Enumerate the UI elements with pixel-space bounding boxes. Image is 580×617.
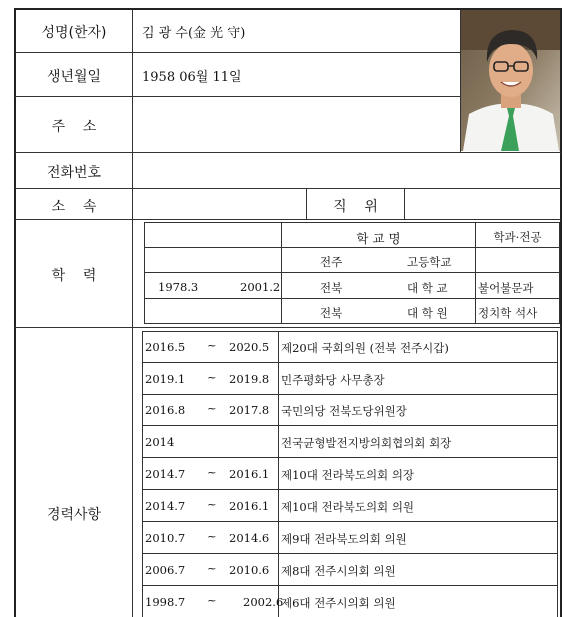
career-tilde: ~ [207, 401, 217, 415]
career-border [142, 521, 558, 522]
edu-school: 대 학 원 [407, 306, 448, 320]
career-tilde: ~ [207, 561, 217, 575]
career-border [278, 331, 279, 617]
phone-label: 전화번호 [46, 165, 102, 181]
career-border [142, 425, 558, 426]
edu-start: 1978.3 [158, 280, 199, 294]
career-desc: 전국균형발전지방의회협의회 회장 [281, 436, 452, 450]
career-desc: 제20대 국회의원 (전북 전주시갑) [281, 341, 449, 355]
address-label: 주 소 [51, 119, 97, 135]
career-label: 경력사항 [46, 507, 102, 523]
row-divider [15, 219, 561, 220]
career-start: 2010.7 [145, 531, 186, 545]
edu-border [559, 222, 560, 323]
edu-header-school: 학 교 명 [356, 231, 401, 246]
edu-border [144, 298, 560, 299]
career-border [142, 489, 558, 490]
career-desc: 제9대 전라북도의회 의원 [281, 532, 407, 546]
career-start: 1998.7 [145, 595, 186, 609]
career-border [142, 394, 558, 395]
edu-border [144, 222, 560, 223]
career-end: 2017.8 [229, 403, 270, 417]
label-column-divider [132, 9, 133, 617]
affiliation-label: 소 속 [51, 199, 97, 215]
edu-border [144, 247, 560, 248]
career-start: 2006.7 [145, 563, 186, 577]
career-tilde: ~ [207, 338, 217, 352]
career-border [142, 362, 558, 363]
edu-region: 전북 [320, 281, 343, 295]
career-border [142, 331, 558, 332]
career-end: 2016.1 [229, 467, 270, 481]
career-border [142, 331, 143, 617]
career-desc: 제10대 전라북도의회 의장 [281, 468, 415, 482]
career-desc: 민주평화당 사무총장 [281, 373, 385, 387]
birth-label: 생년월일 [46, 69, 102, 85]
career-desc: 제6대 전주시의회 의원 [281, 596, 396, 610]
career-tilde: ~ [207, 465, 217, 479]
career-end: 2014.6 [229, 531, 270, 545]
position-divider [404, 188, 405, 219]
edu-major: 정치학 석사 [478, 306, 538, 320]
portrait-photo [461, 10, 560, 151]
edu-header-major: 학과·전공 [493, 230, 542, 244]
career-tilde: ~ [207, 529, 217, 543]
career-end: 2010.6 [229, 563, 270, 577]
edu-major: 불어불문과 [478, 281, 534, 295]
position-label: 직 위 [333, 199, 378, 215]
career-start: 2014.7 [145, 499, 186, 513]
name-label: 성명(한자) [41, 25, 107, 41]
career-start: 2016.8 [145, 403, 186, 417]
edu-region: 전주 [320, 255, 343, 269]
edu-school: 고등학교 [407, 255, 452, 269]
edu-border [144, 222, 145, 323]
career-desc: 국민의당 전북도당위원장 [281, 404, 407, 418]
edu-region: 전북 [320, 306, 343, 320]
birth-value: 1958 06월 11일 [142, 70, 242, 85]
name-value: 김 광 수(金 光 守) [142, 26, 246, 41]
career-start: 2016.5 [145, 340, 186, 354]
career-border [142, 585, 558, 586]
career-desc: 제8대 전주시의회 의원 [281, 564, 396, 578]
career-end: 2002.6 [243, 595, 284, 609]
row-divider [15, 96, 460, 97]
edu-border [144, 272, 560, 273]
career-start: 2014.7 [145, 467, 186, 481]
edu-school: 대 학 교 [407, 281, 448, 295]
career-tilde: ~ [207, 370, 217, 384]
career-border [142, 553, 558, 554]
career-border [142, 457, 558, 458]
edu-border [144, 323, 560, 324]
career-start: 2019.1 [145, 372, 186, 386]
career-start: 2014 [145, 435, 175, 449]
edu-end: 2001.2 [240, 280, 281, 294]
career-end: 2019.8 [229, 372, 270, 386]
row-divider [15, 327, 561, 328]
career-tilde: ~ [207, 593, 217, 607]
career-end: 2020.5 [229, 340, 270, 354]
career-tilde: ~ [207, 497, 217, 511]
row-divider [15, 188, 561, 189]
career-desc: 제10대 전라북도의회 의원 [281, 500, 415, 514]
row-divider [15, 152, 561, 153]
career-end: 2016.1 [229, 499, 270, 513]
education-label: 학 력 [51, 268, 97, 284]
row-divider [15, 52, 460, 53]
career-border [557, 331, 558, 617]
